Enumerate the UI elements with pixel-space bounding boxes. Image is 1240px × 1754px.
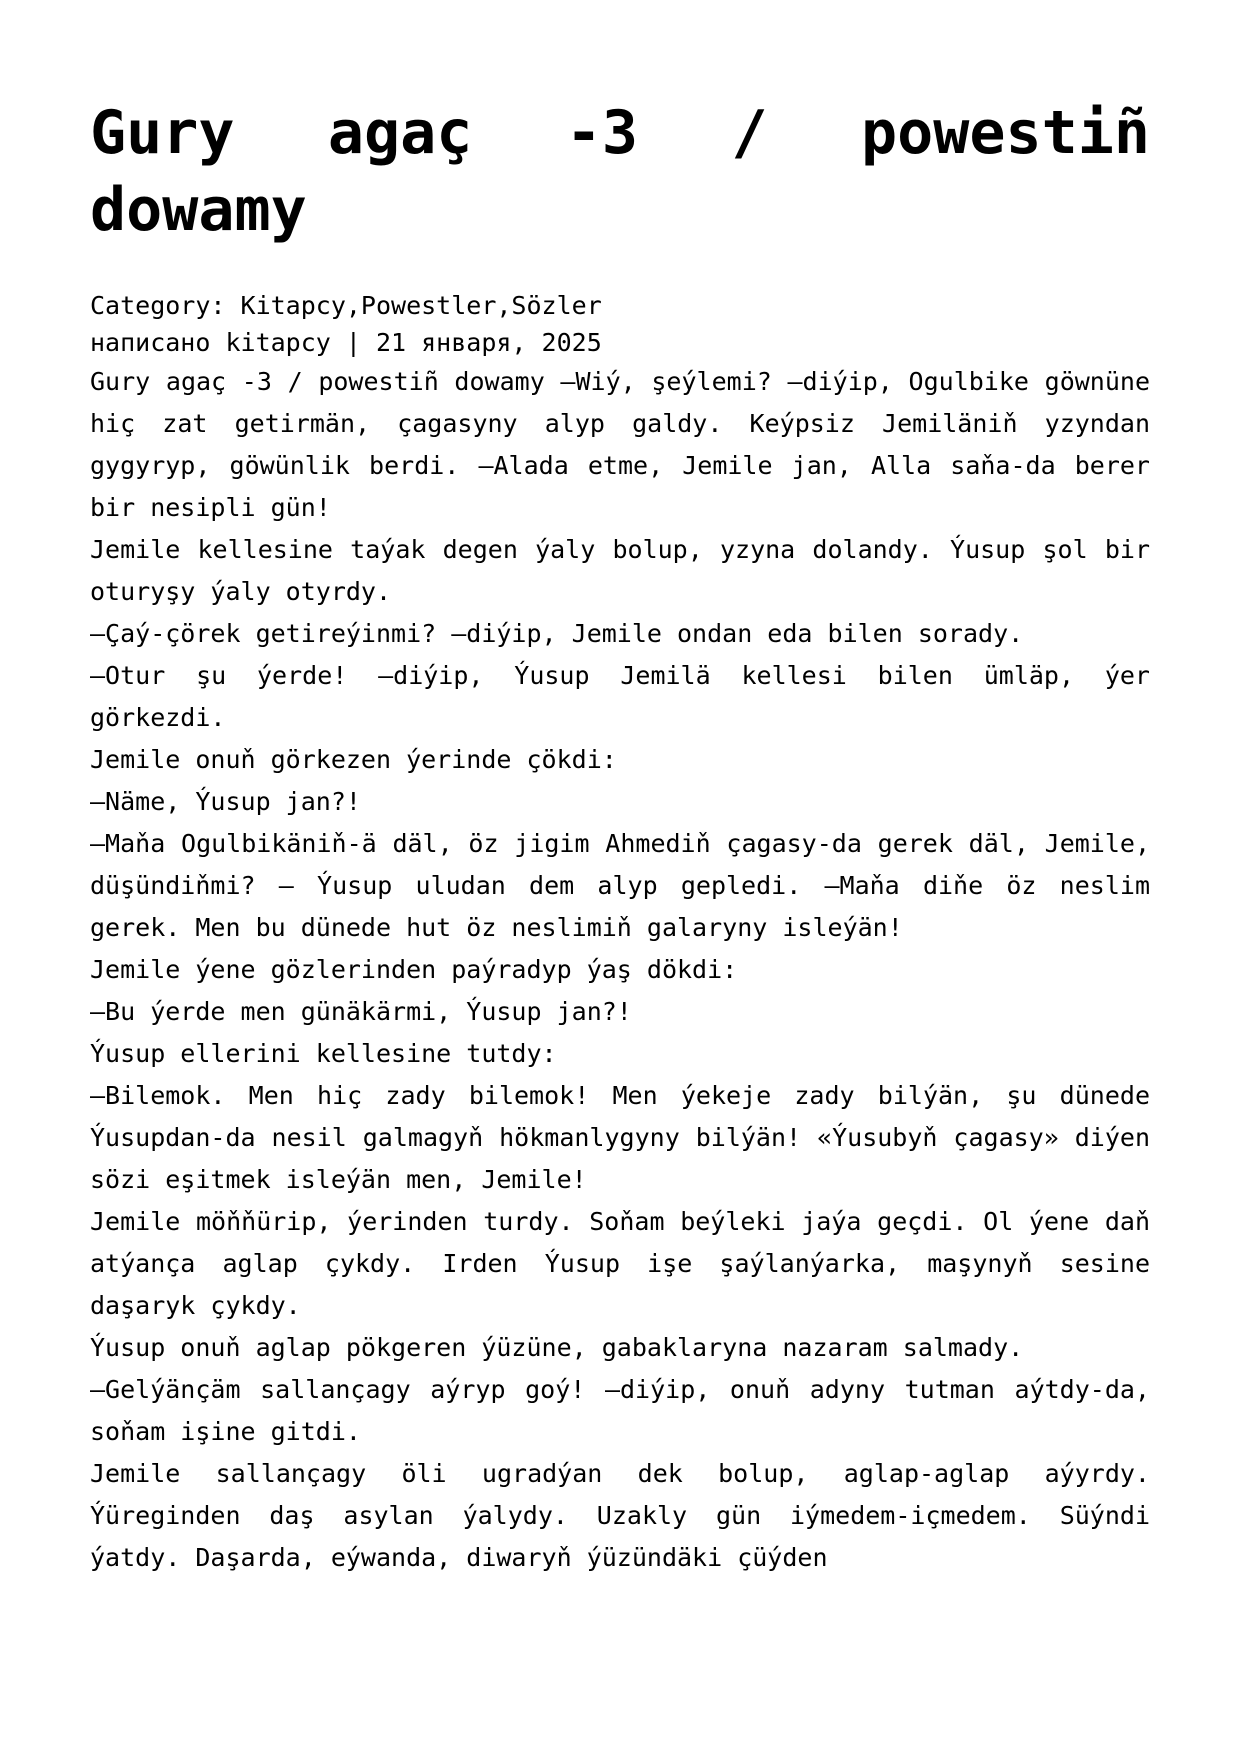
article (90, 95, 1150, 1579)
paragraph: Jemile ýene gözlerinden paýradyp ýaş dökdi: (90, 955, 738, 984)
article-title: Gury agaç -3 / powestiñ dowamy (90, 98, 1150, 245)
paragraph: —Gelýänçäm sallançagy aýryp goý! —diýip, onuň adyny tutman aýtdy-da, soňam işine gitdi. (90, 1375, 1150, 1446)
paragraph: —Otur şu ýerde! —diýip, Ýusup Jemilä kellesi bilen ümläp, ýer görkezdi. (90, 661, 1150, 732)
paragraph: —Bilemok. Men hiç zady bilemok! Men ýekeje zady bilýän, şu dünede Ýusupdan-da nesil galmagyň hökmanlygyny bilýän! «Ýusubyň çagasy» diýen sözi eşitmek isleýän men, Jemile! (90, 1081, 1150, 1194)
paragraph: Gury agaç -3 / powestiñ dowamy —Wiý, şeýlemi? —diýip, Ogulbike göwnüne hiç zat getirmän, çagasyny alyp galdy. Keýpsiz Jemiläniň yzyndan gygyryp, göwünlik berdi. —Alada etme, Jemile jan, Alla saňa-da berer bir nesipli gün! (90, 367, 1150, 522)
paragraph: Jemile onuň görkezen ýerinde çökdi: (90, 745, 617, 774)
paragraph: Jemile sallançagy öli ugradýan dek bolup, aglap-aglap aýyrdy. Ýüreginden daş asylan ýalydy. Uzakly gün iýmedem-içmedem. Süýndi ýatdy. Daşarda, eýwanda, diwaryň ýüzündäki çüýden (90, 1459, 1150, 1572)
paragraph: Ýusup ellerini kellesine tutdy: (90, 1039, 557, 1068)
category-line: Category: Kitapcy,Powestler,Sözler (90, 291, 602, 320)
paragraph: Ýusup onuň aglap pökgeren ýüzüne, gabaklaryna nazaram salmady. (90, 1333, 1024, 1362)
article-body (90, 361, 1150, 1579)
paragraph: —Näme, Ýusup jan?! (90, 787, 361, 816)
byline: написано kitapcy | 21 января, 2025 (90, 328, 602, 357)
paragraph: —Bu ýerde men günäkärmi, Ýusup jan?! (90, 997, 632, 1026)
paragraph: —Çaý-çörek getireýinmi? —diýip, Jemile ondan eda bilen sorady. (90, 619, 1024, 648)
paragraph: Jemile möňňürip, ýerinden turdy. Soňam beýleki jaýa geçdi. Ol ýene daň atýança aglap çykdy. Irden Ýusup işe şaýlanýarka, maşynyň sesine daşaryk çykdy. (90, 1207, 1150, 1320)
paragraph: Jemile kellesine taýak degen ýaly bolup, yzyna dolandy. Ýusup şol bir oturyşy ýaly otyrdy. (90, 535, 1150, 606)
paragraph: —Maňa Ogulbikäniň-ä däl, öz jigim Ahmediň çagasy-da gerek däl, Jemile, düşündiňmi? — Ýusup uludan dem alyp gepledi. —Maňa diňe öz neslim gerek. Men bu dünede hut öz neslimiň galaryny isleýän! (90, 829, 1150, 942)
